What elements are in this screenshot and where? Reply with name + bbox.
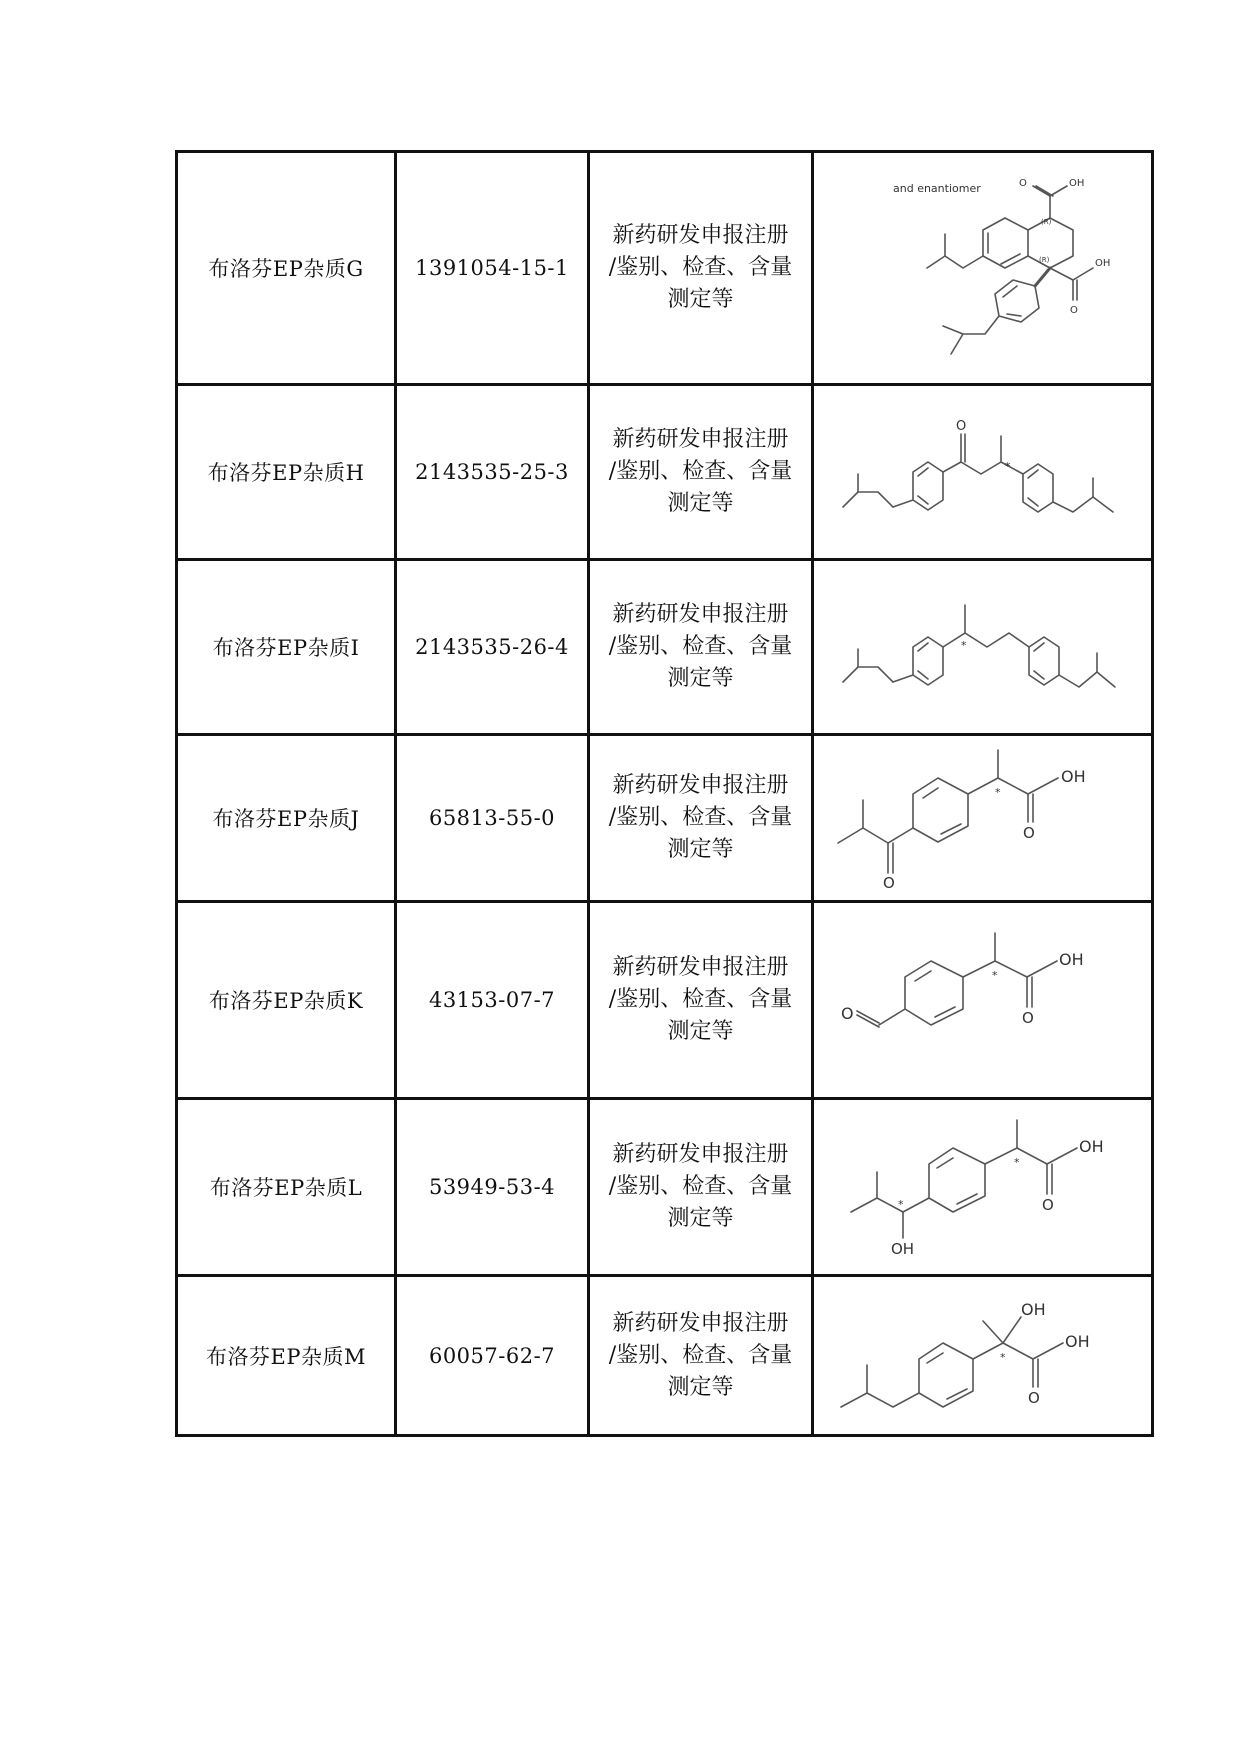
svg-text:O: O bbox=[1069, 305, 1078, 316]
svg-text:OH: OH bbox=[1064, 1331, 1090, 1351]
cas-number: 53949-53-4 bbox=[396, 1099, 589, 1276]
application-text: 新药研发申报注册 /鉴别、检查、含量 测定等 bbox=[589, 1099, 813, 1276]
impurity-name: 布洛芬EP杂质J bbox=[177, 735, 396, 902]
svg-text:(R): (R) bbox=[1038, 256, 1049, 264]
svg-text:*: * bbox=[999, 1350, 1005, 1364]
svg-text:OH: OH bbox=[1060, 767, 1086, 786]
impurity-g-structure-image bbox=[823, 158, 1143, 378]
application-text: 新药研发申报注册 /鉴别、检查、含量 测定等 bbox=[589, 152, 813, 385]
svg-text:OH: OH bbox=[1020, 1299, 1046, 1319]
svg-text:O: O bbox=[1022, 824, 1035, 842]
impurity-name: 布洛芬EP杂质M bbox=[177, 1276, 396, 1436]
table-row bbox=[177, 902, 1153, 1099]
structure-cell bbox=[813, 560, 1153, 735]
structure-cell bbox=[813, 735, 1153, 902]
impurity-l-structure-image bbox=[823, 1102, 1143, 1272]
svg-text:*: * bbox=[1013, 1156, 1019, 1169]
svg-text:and enantiomer: and enantiomer bbox=[892, 182, 981, 195]
impurity-m-structure-image bbox=[823, 1281, 1143, 1431]
structure-cell bbox=[813, 152, 1153, 385]
svg-text:*: * bbox=[960, 639, 966, 652]
svg-text:*: * bbox=[897, 1198, 903, 1211]
impurity-name: 布洛芬EP杂质L bbox=[177, 1099, 396, 1276]
structure-cell bbox=[813, 1276, 1153, 1436]
svg-text:O: O bbox=[1027, 1388, 1040, 1407]
table-row bbox=[177, 1276, 1153, 1436]
svg-text:*: * bbox=[991, 969, 997, 982]
svg-text:OH: OH bbox=[1068, 178, 1084, 189]
svg-text:OH: OH bbox=[1094, 258, 1110, 269]
cas-number: 2143535-26-4 bbox=[396, 560, 589, 735]
application-text: 新药研发申报注册 /鉴别、检查、含量 测定等 bbox=[589, 385, 813, 560]
svg-text:OH: OH bbox=[890, 1240, 914, 1258]
impurity-k-structure-image bbox=[823, 915, 1143, 1085]
cas-number: 65813-55-0 bbox=[396, 735, 589, 902]
impurity-j-structure-image bbox=[823, 738, 1143, 898]
application-text: 新药研发申报注册 /鉴别、检查、含量 测定等 bbox=[589, 560, 813, 735]
structure-cell bbox=[813, 902, 1153, 1099]
impurity-i-structure-image bbox=[823, 567, 1143, 727]
cas-number: 43153-07-7 bbox=[396, 902, 589, 1099]
impurity-h-structure-image bbox=[823, 392, 1143, 552]
structure-cell bbox=[813, 385, 1153, 560]
impurity-table bbox=[175, 150, 1154, 1437]
svg-text:O: O bbox=[840, 1004, 854, 1023]
cas-number: 2143535-25-3 bbox=[396, 385, 589, 560]
svg-text:OH: OH bbox=[1078, 1137, 1104, 1156]
application-text: 新药研发申报注册 /鉴别、检查、含量 测定等 bbox=[589, 902, 813, 1099]
svg-text:*: * bbox=[1004, 460, 1010, 473]
svg-text:O: O bbox=[882, 874, 895, 892]
impurity-name: 布洛芬EP杂质H bbox=[177, 385, 396, 560]
application-text: 新药研发申报注册 /鉴别、检查、含量 测定等 bbox=[589, 735, 813, 902]
svg-text:O: O bbox=[1041, 1196, 1054, 1214]
cas-number: 60057-62-7 bbox=[396, 1276, 589, 1436]
svg-text:O: O bbox=[955, 419, 966, 434]
svg-text:*: * bbox=[994, 786, 1000, 799]
application-text: 新药研发申报注册 /鉴别、检查、含量 测定等 bbox=[589, 1276, 813, 1436]
svg-text:O: O bbox=[1021, 1009, 1034, 1027]
svg-text:OH: OH bbox=[1058, 950, 1084, 969]
table-row bbox=[177, 560, 1153, 735]
impurity-name: 布洛芬EP杂质I bbox=[177, 560, 396, 735]
structure-cell bbox=[813, 1099, 1153, 1276]
impurity-name: 布洛芬EP杂质K bbox=[177, 902, 396, 1099]
table-row bbox=[177, 1099, 1153, 1276]
table-row bbox=[177, 385, 1153, 560]
impurity-name: 布洛芬EP杂质G bbox=[177, 152, 396, 385]
table-row bbox=[177, 735, 1153, 902]
svg-text:O: O bbox=[1018, 178, 1027, 189]
svg-text:(R): (R) bbox=[1040, 218, 1051, 226]
cas-number: 1391054-15-1 bbox=[396, 152, 589, 385]
table-row bbox=[177, 152, 1153, 385]
